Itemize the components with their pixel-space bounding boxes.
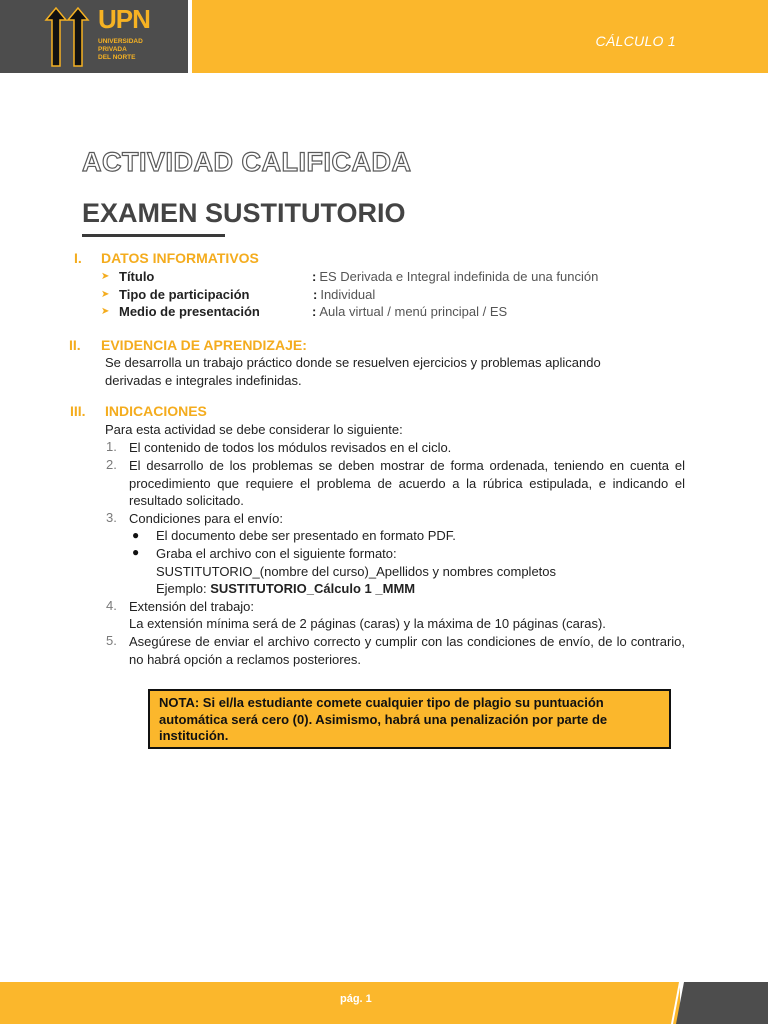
arrow-bullet-icon: ➤ <box>101 306 110 317</box>
info-value: : Aula virtual / menú principal / ES <box>312 304 508 319</box>
bullet-dot-icon: ● <box>132 545 140 559</box>
logo-wordmark: UPN <box>98 4 150 34</box>
info-row-titulo <box>101 268 154 285</box>
header-bar <box>192 0 768 73</box>
exam-title: EXAMEN SUSTITUTORIO <box>82 198 406 228</box>
header-logo-panel <box>0 0 188 73</box>
bullet-text: Graba el archivo con el siguiente formato: <box>156 546 397 561</box>
file-format: SUSTITUTORIO_(nombre del curso)_Apellidos y nombres completos <box>156 564 557 579</box>
section-heading: INDICACIONES <box>105 403 207 419</box>
footer-corner <box>676 982 768 1024</box>
section-heading: EVIDENCIA DE APRENDIZAJE: <box>101 337 307 353</box>
list-item: El contenido de todos los módulos revisados en el ciclo. <box>129 440 452 455</box>
section-number: III. <box>70 403 86 419</box>
list-item: El desarrollo de los problemas se deben mostrar de forma ordenada, teniendo en cuenta el procedimiento que requiere el problema de acuerdo a la rúbrica estipulada, e indicando el resultado solicitado. <box>129 458 685 508</box>
info-value: : ES Derivada e Integral indefinida de una función <box>312 269 599 284</box>
info-row-tipo <box>101 286 250 303</box>
info-label: Tipo de participación <box>119 287 250 302</box>
arrow-bullet-icon: ➤ <box>101 289 110 300</box>
list-item: Extensión del trabajo: <box>129 599 255 614</box>
list-item-detail: La extensión mínima será de 2 páginas (caras) y la máxima de 10 páginas (caras). <box>129 616 606 631</box>
info-label: Título <box>119 269 155 284</box>
logo-subtitle: UNIVERSIDAD PRIVADA DEL NORTE <box>98 38 143 61</box>
course-name: CÁLCULO 1 <box>595 33 676 49</box>
list-number: 5. <box>106 633 117 648</box>
nota-box: NOTA: Si el/la estudiante comete cualquier tipo de plagio su puntuación automática será cero (0). Asimismo, habrá una penalización por parte de institución. <box>148 689 671 749</box>
list-number: 3. <box>106 510 117 525</box>
title-underline <box>82 234 225 237</box>
section-number: I. <box>74 250 82 266</box>
section-number: II. <box>69 337 81 353</box>
list-number: 2. <box>106 457 117 472</box>
list-item: Asegúrese de enviar el archivo correcto y cumplir con las condiciones de envío, de lo contrario, no habrá opción a reclamos posteriores. <box>129 634 685 667</box>
activity-title: ACTIVIDAD CALIFICADA <box>82 147 412 177</box>
info-label: Medio de presentación <box>119 304 260 319</box>
upn-logo <box>44 6 156 68</box>
info-row-medio <box>101 303 260 320</box>
file-example: Ejemplo: SUSTITUTORIO_Cálculo 1 _MMM <box>156 581 416 596</box>
section-heading: DATOS INFORMATIVOS <box>101 250 259 266</box>
indicaciones-intro: Para esta actividad se debe considerar lo siguiente: <box>105 422 403 437</box>
arrow-bullet-icon: ➤ <box>101 271 110 282</box>
bullet-text: El documento debe ser presentado en formato PDF. <box>156 528 456 543</box>
info-value: : Individual <box>313 287 376 302</box>
list-number: 4. <box>106 598 117 613</box>
list-number: 1. <box>106 439 117 454</box>
evidence-text: Se desarrolla un trabajo práctico donde se resuelven ejercicios y problemas aplicando derivadas e integrales indefinidas. <box>105 355 601 388</box>
page-number: pág. 1 <box>340 993 372 1005</box>
upn-arrows-icon <box>44 6 94 68</box>
bullet-dot-icon: ● <box>132 528 140 542</box>
list-item: Condiciones para el envío: <box>129 511 283 526</box>
